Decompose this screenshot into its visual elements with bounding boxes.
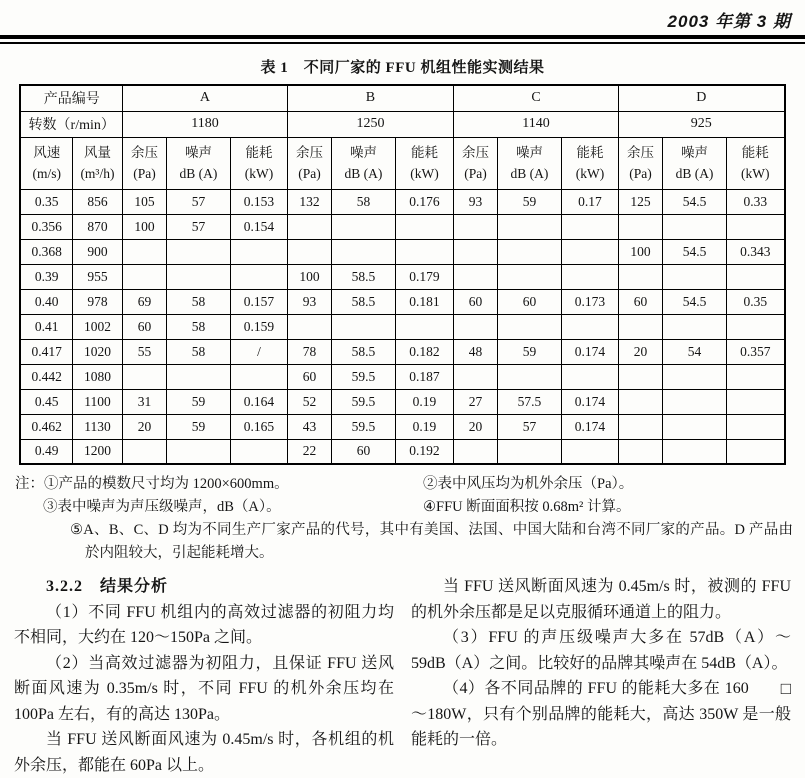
table-cell: 0.176: [395, 189, 453, 214]
table-cell: 60: [497, 289, 561, 314]
table-cell: [619, 214, 663, 239]
pressure-header-cell: 余压 (Pa): [453, 137, 497, 189]
section-heading: 3.2.2 结果分析: [46, 578, 169, 595]
rpm-a-cell: 1180: [122, 111, 287, 137]
table-cell: [497, 239, 561, 264]
table-cell: 0.19: [395, 414, 453, 439]
table-cell: 20: [122, 414, 166, 439]
table-cell: 52: [287, 389, 331, 414]
noise-header-cell: 噪声 dB (A): [166, 137, 230, 189]
table-cell: 1080: [72, 364, 122, 389]
table-cell: 58.5: [331, 339, 395, 364]
table-row: [20, 314, 784, 339]
product-a-cell: A: [122, 85, 287, 111]
product-row: [20, 85, 784, 111]
table-cell: 0.181: [395, 289, 453, 314]
table-cell: [663, 214, 727, 239]
table-row: [20, 264, 784, 289]
table-title: 表 1 不同厂家的 FFU 机组性能实测结果: [260, 60, 545, 76]
rpm-row: [20, 111, 784, 137]
table-cell: 0.174: [561, 389, 618, 414]
table-cell: 54.5: [663, 289, 727, 314]
table-cell: [663, 264, 727, 289]
table-cell: 58: [166, 314, 230, 339]
notes-line-1: [15, 473, 805, 496]
table-cell: [453, 314, 497, 339]
table-cell: 20: [619, 339, 663, 364]
table-cell: [497, 439, 561, 464]
table-cell: 0.39: [20, 264, 72, 289]
note-1: 注：①产品的模数尺寸均为 1200×600mm。: [15, 476, 289, 492]
table-cell: [166, 239, 230, 264]
note-5: ⑤A、B、C、D 均为不同生产厂家产品的代号，其中有美国、法国、中国大陆和台湾不同厂家的产品。D 产品由於内阻较大，引起能耗增大。: [70, 522, 793, 561]
table-cell: 58: [166, 339, 230, 364]
table-cell: [663, 439, 727, 464]
table-cell: 54.5: [663, 239, 727, 264]
table-cell: 0.49: [20, 439, 72, 464]
table-row: [20, 389, 784, 414]
table-cell: [619, 364, 663, 389]
table-cell: [619, 414, 663, 439]
body-text: [14, 574, 791, 778]
table-cell: 0.165: [230, 414, 287, 439]
table-cell: 1020: [72, 339, 122, 364]
table-cell: 60: [122, 314, 166, 339]
table-cell: [561, 364, 618, 389]
table-cell: [287, 314, 331, 339]
table-cell: [166, 264, 230, 289]
table-cell: 60: [619, 289, 663, 314]
table-cell: 0.173: [561, 289, 618, 314]
rpm-b-cell: 1250: [287, 111, 453, 137]
table-cell: 59: [497, 189, 561, 214]
note-4: ④FFU 断面面积按 0.68m² 计算。: [423, 499, 631, 515]
paragraph: （1）不同 FFU 机组内的高效过滤器的初阻力均不相同，大约在 120～150Pa 之间。: [14, 603, 394, 646]
table-cell: [331, 239, 395, 264]
table-cell: [663, 389, 727, 414]
table-cell: [331, 314, 395, 339]
table-cell: 0.182: [395, 339, 453, 364]
speed-header-cell: 风速 (m/s): [20, 137, 72, 189]
table-cell: 0.35: [20, 189, 72, 214]
table-cell: [453, 214, 497, 239]
table-cell: 1002: [72, 314, 122, 339]
pressure-header-cell: 余压 (Pa): [122, 137, 166, 189]
table-cell: [727, 264, 785, 289]
table-cell: /: [230, 339, 287, 364]
table-cell: 100: [122, 214, 166, 239]
noise-header-cell: 噪声 dB (A): [497, 137, 561, 189]
table-cell: 0.442: [20, 364, 72, 389]
table-cell: 105: [122, 189, 166, 214]
table-cell: 43: [287, 414, 331, 439]
table-cell: 0.192: [395, 439, 453, 464]
table-cell: [727, 439, 785, 464]
table-cell: 22: [287, 439, 331, 464]
table-cell: 54: [663, 339, 727, 364]
left-column: [14, 574, 394, 778]
paragraph: □ （4）各不同品牌的 FFU 的能耗大多在 160～180W，只有个别品牌的能耗大，高达 350W 是一般能耗的一倍。: [411, 676, 791, 753]
table-cell: [331, 214, 395, 239]
table-cell: 59: [166, 414, 230, 439]
product-c-cell: C: [453, 85, 618, 111]
table-cell: 57: [497, 414, 561, 439]
table-row: [20, 189, 784, 214]
table-cell: 1200: [72, 439, 122, 464]
header-rule: [0, 35, 805, 44]
table-cell: 57.5: [497, 389, 561, 414]
table-cell: [561, 239, 618, 264]
table-cell: [453, 264, 497, 289]
table-cell: [166, 439, 230, 464]
table-cell: 59.5: [331, 364, 395, 389]
table-row: [20, 439, 784, 464]
table-cell: [561, 264, 618, 289]
ffu-performance-table: [19, 84, 785, 465]
rpm-d-cell: 925: [619, 111, 785, 137]
product-d-cell: D: [619, 85, 785, 111]
table-cell: 0.157: [230, 289, 287, 314]
table-cell: 60: [287, 364, 331, 389]
table-cell: 58: [166, 289, 230, 314]
table-row: [20, 289, 784, 314]
table-cell: [395, 314, 453, 339]
table-cell: [287, 214, 331, 239]
table-cell: [561, 439, 618, 464]
journal-issue: 2003 年第 3 期: [667, 12, 791, 31]
table-cell: 0.153: [230, 189, 287, 214]
table-cell: [619, 264, 663, 289]
notes-label: 注：: [15, 476, 44, 492]
table-body: [20, 189, 784, 464]
table-cell: 870: [72, 214, 122, 239]
table-cell: [497, 314, 561, 339]
paragraph: 当 FFU 送风断面风速为 0.45m/s 时，各机组的机外余压，都能在 60Pa 以上。: [14, 731, 394, 774]
energy-header-cell: 能耗 (kW): [230, 137, 287, 189]
table-cell: [230, 239, 287, 264]
table-cell: 59.5: [331, 414, 395, 439]
table-cell: 856: [72, 189, 122, 214]
table-cell: 55: [122, 339, 166, 364]
table-cell: [230, 264, 287, 289]
noise-header-cell: 噪声 dB (A): [331, 137, 395, 189]
table-cell: 0.159: [230, 314, 287, 339]
table-cell: 93: [453, 189, 497, 214]
energy-header-cell: 能耗 (kW): [727, 137, 785, 189]
notes-line-2: [15, 496, 805, 519]
table-cell: 60: [331, 439, 395, 464]
table-cell: 93: [287, 289, 331, 314]
table-cell: [619, 439, 663, 464]
table-cell: [727, 214, 785, 239]
table-cell: 31: [122, 389, 166, 414]
table-cell: [727, 314, 785, 339]
note-3: ③表中噪声为声压级噪声，dB（A）。: [43, 499, 281, 515]
table-row: [20, 339, 784, 364]
table-cell: 59: [497, 339, 561, 364]
table-cell: 58.5: [331, 289, 395, 314]
table-cell: 20: [453, 414, 497, 439]
table-cell: [122, 364, 166, 389]
product-label-cell: 产品编号: [20, 85, 122, 111]
table-cell: 58.5: [331, 264, 395, 289]
table-cell: 48: [453, 339, 497, 364]
table-cell: 0.343: [727, 239, 785, 264]
table-cell: [230, 439, 287, 464]
table-row: [20, 364, 784, 389]
table-cell: [663, 414, 727, 439]
table-cell: 57: [166, 214, 230, 239]
paragraph: （2）当高效过滤器为初阻力，且保证 FFU 送风断面风速为 0.35m/s 时，不同 FFU 的机外余压均在 100Pa 左右，有的高达 130Pa。: [14, 654, 394, 723]
table-cell: 0.33: [727, 189, 785, 214]
table-cell: 978: [72, 289, 122, 314]
table-cell: [453, 364, 497, 389]
table-row: [20, 414, 784, 439]
table-cell: 0.19: [395, 389, 453, 414]
table-cell: 0.357: [727, 339, 785, 364]
table-cell: [561, 314, 618, 339]
table-cell: [663, 364, 727, 389]
table-cell: 59.5: [331, 389, 395, 414]
table-cell: 57: [166, 189, 230, 214]
table-cell: 58: [331, 189, 395, 214]
table-cell: 100: [619, 239, 663, 264]
flow-header-cell: 风量 (m³/h): [72, 137, 122, 189]
table-cell: [122, 239, 166, 264]
table-cell: 0.154: [230, 214, 287, 239]
table-cell: [497, 364, 561, 389]
right-column: [411, 574, 791, 778]
table-cell: [287, 239, 331, 264]
table-cell: 69: [122, 289, 166, 314]
table-cell: 0.179: [395, 264, 453, 289]
table-cell: 0.174: [561, 414, 618, 439]
table-cell: 100: [287, 264, 331, 289]
table-cell: 955: [72, 264, 122, 289]
table-cell: 27: [453, 389, 497, 414]
noise-header-cell: 噪声 dB (A): [663, 137, 727, 189]
table-cell: 59: [166, 389, 230, 414]
table-cell: [663, 314, 727, 339]
table-cell: 0.40: [20, 289, 72, 314]
table-cell: [727, 414, 785, 439]
table-cell: [619, 389, 663, 414]
table-cell: 0.462: [20, 414, 72, 439]
paragraph: （3）FFU 的声压级噪声大多在 57dB（A）～59dB（A）之间。比较好的品牌其噪声在 54dB（A）。: [411, 629, 791, 672]
table-cell: 78: [287, 339, 331, 364]
pressure-header-cell: 余压 (Pa): [287, 137, 331, 189]
table-cell: 0.187: [395, 364, 453, 389]
table-cell: 125: [619, 189, 663, 214]
table-cell: 0.368: [20, 239, 72, 264]
note-2: ②表中风压均为机外余压（Pa）。: [423, 476, 634, 492]
product-b-cell: B: [287, 85, 453, 111]
table-cell: 900: [72, 239, 122, 264]
table-cell: 0.417: [20, 339, 72, 364]
table-cell: 0.174: [561, 339, 618, 364]
energy-header-cell: 能耗 (kW): [561, 137, 618, 189]
end-of-article-mark: □: [780, 679, 791, 698]
table-cell: [453, 439, 497, 464]
rpm-c-cell: 1140: [453, 111, 618, 137]
table-cell: [395, 214, 453, 239]
table-cell: 0.41: [20, 314, 72, 339]
table-cell: 0.35: [727, 289, 785, 314]
table-cell: [122, 439, 166, 464]
paragraph: 当 FFU 送风断面风速为 0.45m/s 时，被测的 FFU 的机外余压都是足以克服循环通道上的阻力。: [411, 578, 791, 621]
pressure-header-cell: 余压 (Pa): [619, 137, 663, 189]
table-cell: 60: [453, 289, 497, 314]
table-cell: [166, 364, 230, 389]
table-notes: [15, 473, 805, 565]
table-cell: 54.5: [663, 189, 727, 214]
table-cell: [619, 314, 663, 339]
table-cell: 0.17: [561, 189, 618, 214]
table-cell: [230, 364, 287, 389]
rpm-label-cell: 转数（r/min）: [20, 111, 122, 137]
table-cell: 0.45: [20, 389, 72, 414]
table-row: [20, 239, 784, 264]
table-cell: 0.356: [20, 214, 72, 239]
table-cell: [497, 264, 561, 289]
units-row: [20, 137, 784, 189]
table-cell: [497, 214, 561, 239]
table-cell: 132: [287, 189, 331, 214]
table-cell: [122, 264, 166, 289]
energy-header-cell: 能耗 (kW): [395, 137, 453, 189]
table-cell: 1100: [72, 389, 122, 414]
table-cell: [727, 389, 785, 414]
table-cell: [395, 239, 453, 264]
table-cell: [727, 364, 785, 389]
table-cell: [453, 239, 497, 264]
table-row: [20, 214, 784, 239]
table-cell: 0.164: [230, 389, 287, 414]
table-cell: [561, 214, 618, 239]
table-cell: 1130: [72, 414, 122, 439]
